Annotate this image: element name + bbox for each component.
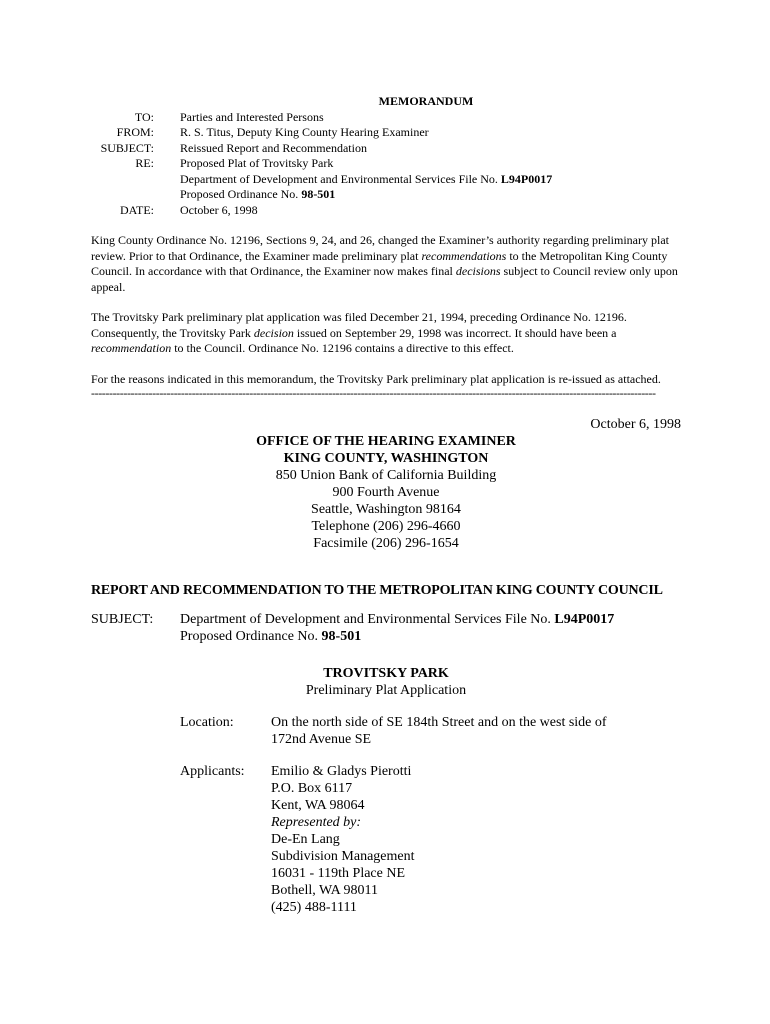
project-name: TROVITSKY PARK xyxy=(323,666,449,681)
emphasis: recommendations xyxy=(421,248,507,263)
text: to the Council. Ordinance No. 12196 contains a directive to this effect. xyxy=(171,341,514,355)
subject-line-2 xyxy=(180,628,614,645)
re-ordinance-number: 98-501 xyxy=(301,187,336,201)
representative-line: (425) 488-1111 xyxy=(271,900,357,915)
ordinance-number: 98-501 xyxy=(321,629,362,644)
project-type: Preliminary Plat Application xyxy=(305,683,467,698)
text: Department of Development and Environmental Services File No. xyxy=(180,612,555,627)
address-line: 900 Fourth Avenue xyxy=(332,485,440,500)
location-line: On the north side of SE 184th Street and on the west side of xyxy=(271,715,607,730)
representative-line: Bothell, WA 98011 xyxy=(271,883,378,898)
location-line: 172nd Avenue SE xyxy=(271,732,372,747)
memo-value: Reissued Report and Recommendation xyxy=(180,140,367,155)
field-label: Location: xyxy=(180,715,234,730)
representative-line: Subdivision Management xyxy=(271,849,415,864)
memo-value: October 6, 1998 xyxy=(180,202,258,217)
telephone: Telephone (206) 296-4660 xyxy=(311,519,461,534)
text: to the Metropolitan King County Council. In accordance with that Ordinance, the Examiner now makes final xyxy=(91,248,668,278)
memo-value: Parties and Interested Persons xyxy=(180,109,324,124)
representative-line: De-En Lang xyxy=(271,832,340,847)
re-ordinance-text: Proposed Ordinance No. xyxy=(180,187,302,201)
re-line-1: Proposed Plat of Trovitsky Park xyxy=(180,156,334,170)
office-county: KING COUNTY, WASHINGTON xyxy=(283,451,489,466)
memo-row-from xyxy=(91,125,681,141)
memo-label: TO: xyxy=(134,109,154,124)
text: Proposed Ordinance No. xyxy=(180,629,322,644)
text: The Trovitsky Park preliminary plat application was filed December 21, 1994, preceding Ordinance No. 12196. Consequently, the Trovitsky Park xyxy=(91,310,627,340)
report-subject xyxy=(91,611,681,645)
field-value xyxy=(271,763,415,916)
memo-label: SUBJECT: xyxy=(100,140,154,155)
emphasis: recommendation xyxy=(91,341,172,355)
re-file-text: Department of Development and Environmental Services File No. xyxy=(180,171,501,186)
subject-value xyxy=(180,611,614,645)
field-value xyxy=(271,714,607,748)
file-number: L94P0017 xyxy=(554,612,615,627)
re-line-3 xyxy=(180,187,552,203)
memo-row-to xyxy=(91,110,681,126)
location-field xyxy=(91,714,681,748)
divider-line: ------------------------------------------------------------------------------------------------------------------------------------------------------------- xyxy=(91,387,656,399)
subject-line-1 xyxy=(180,611,614,628)
field-label: Applicants: xyxy=(180,764,245,779)
memorandum xyxy=(91,94,681,399)
memo-row-re xyxy=(91,156,681,203)
memo-label: FROM: xyxy=(116,125,154,139)
representative-line: 16031 - 119th Place NE xyxy=(271,866,406,881)
applicant-line: P.O. Box 6117 xyxy=(271,781,353,796)
emphasis: decision xyxy=(253,325,294,340)
memo-paragraph-3: For the reasons indicated in this memorandum, the Trovitsky Park preliminary plat application is re-issued as attached. xyxy=(91,371,661,386)
text: subject to Council review only upon appeal. xyxy=(91,264,678,294)
memo-value: R. S. Titus, Deputy King County Hearing Examiner xyxy=(180,125,429,139)
emphasis: decisions xyxy=(455,264,501,278)
applicant-line: Emilio & Gladys Pierotti xyxy=(271,764,412,779)
address-line: 850 Union Bank of California Building xyxy=(275,468,497,483)
applicant-line: Kent, WA 98064 xyxy=(271,798,365,813)
project-title-block xyxy=(91,665,681,699)
memo-row-subject xyxy=(91,141,681,157)
memo-paragraph-1 xyxy=(91,233,681,295)
memo-label: DATE: xyxy=(120,202,154,217)
applicants-field xyxy=(91,763,681,916)
report xyxy=(91,416,681,916)
address-line: Seattle, Washington 98164 xyxy=(311,502,461,517)
re-line-2 xyxy=(180,172,552,188)
text: issued on September 29, 1998 was incorrect. It should have been a xyxy=(293,325,617,340)
memo-row-date xyxy=(91,203,681,219)
text: King County Ordinance No. 12196, Sections 9, 24, and 26, changed the Examiner’s authority regarding preliminary plat review. Prior to that Ordinance, the Examiner made preliminary plat xyxy=(91,233,669,263)
office-name: OFFICE OF THE HEARING EXAMINER xyxy=(256,434,516,449)
facsimile: Facsimile (206) 296-1654 xyxy=(313,536,459,551)
subject-label: SUBJECT: xyxy=(91,612,154,627)
report-date: October 6, 1998 xyxy=(590,417,681,432)
report-heading: REPORT AND RECOMMENDATION TO THE METROPOLITAN KING COUNTY COUNCIL xyxy=(91,583,663,598)
re-file-number: L94P0017 xyxy=(500,171,553,186)
memo-title: MEMORANDUM xyxy=(378,94,474,108)
represented-by: Represented by: xyxy=(271,815,362,830)
memo-value xyxy=(180,156,552,203)
memo-paragraph-2 xyxy=(91,310,681,357)
memo-label: RE: xyxy=(135,156,154,170)
